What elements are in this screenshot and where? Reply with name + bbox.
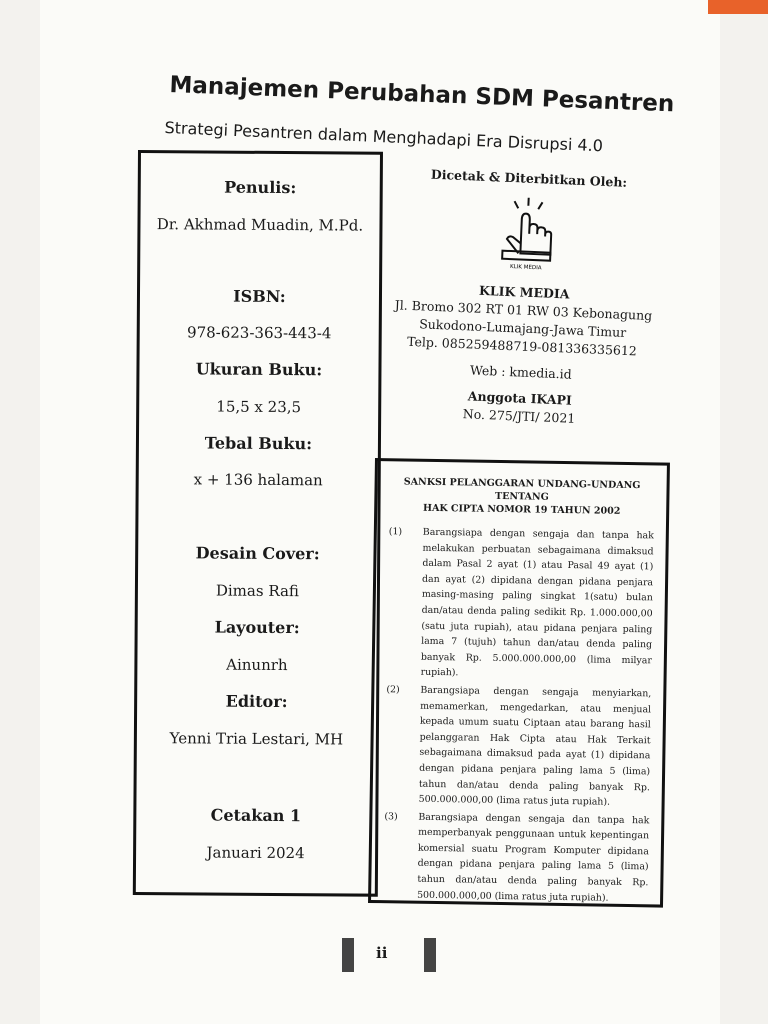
publisher-web: Web : kmedia.id [469,362,572,382]
ikapi-label: Anggota IKAPI [467,388,573,408]
desain-value: Dimas Rafi [215,581,300,601]
sanksi-list [383,524,654,906]
sanksi-title [387,475,657,518]
book-title: Manajemen Perubahan SDM Pesantren [169,72,675,118]
sanksi-item-number: (2) [386,684,400,696]
sanksi-box [368,458,670,908]
footer-mark-right [424,938,436,972]
sanksi-item-number: (1) [388,526,403,538]
desain-label: Desain Cover: [195,543,320,564]
tebal-value: x + 136 halaman [193,470,323,490]
publisher-address-2: Sukodono-Lumajang-Jawa Timur [418,316,627,340]
sanksi-title-line-1: SANKSI PELANGGARAN UNDANG-UNDANG TENTANG [403,476,641,503]
isbn-label: ISBN: [233,286,286,307]
editor-value: Yenni Tria Lestari, MH [169,729,344,749]
tebal-label: Tebal Buku: [204,433,313,454]
klik-media-logo [495,194,558,274]
cetakan-label: Cetakan 1 [210,805,302,826]
publisher-phone: Telp. 085259488719-081336335612 [406,333,638,359]
sanksi-item-text: Barangsiapa dengan sengaja dan tanpa hak memperbanyak penggunaan untuk kepentingan komersial suatu Program Komputer dipidana dengan pidana penjara paling lama 5 (lima) tahun dan/atau denda paling banyak Rp. 500.000.000,00 (lima ratus juta rupiah). [417,811,650,904]
cetakan-value: Januari 2024 [206,843,305,863]
ikapi-number: No. 275/JTI/ 2021 [462,406,576,426]
footer-mark-left [342,938,354,972]
credits-box [133,150,383,897]
penulis-value: Dr. Akhmad Muadin, M.Pd. [156,215,364,235]
publisher-heading: Dicetak & Diterbitkan Oleh: [430,166,628,190]
editor-label: Editor: [225,691,288,712]
publisher-block [381,164,666,431]
layouter-label: Layouter: [214,617,300,638]
page-number: ii [376,944,388,962]
book-subtitle: Strategi Pesantren dalam Menghadapi Era Disrupsi 4.0 [164,118,604,156]
publisher-name: KLIK MEDIA [478,282,570,302]
svg-text:KLIK MEDIA: KLIK MEDIA [509,264,542,272]
page-corner [708,0,768,14]
publisher-address-1: Jl. Bromo 302 RT 01 RW 03 Kebonagung [394,297,653,324]
layouter-value: Ainunrh [226,655,288,675]
sanksi-item [387,524,654,684]
sanksi-item-number: (3) [384,810,398,823]
ukuran-label: Ukuran Buku: [195,359,323,380]
sanksi-item-text: Barangsiapa dengan sengaja dan tanpa hak melakukan perbuatan sebagaimana dimaksud dalam Pasal 2 ayat (1) atau Pasal 49 ayat (1) dan ayat (2) dipidana dengan pidana penjara masing-masing paling singkat 1(satu) bulan dan/atau denda paling sedikit Rp. 1.000.000,00 (satu juta rupiah), atau pidana penjara paling lama 7 (tujuh) tahun dan/atau denda paling banyak Rp. 5.000.000.000,00 (lima milyar rupiah). [420,526,654,679]
ukuran-value: 15,5 x 23,5 [216,397,302,417]
sanksi-item [385,682,652,811]
penulis-label: Penulis: [224,177,297,198]
sanksi-title-line-2: HAK CIPTA NOMOR 19 TAHUN 2002 [422,502,621,517]
isbn-value: 978-623-363-443-4 [186,323,332,343]
sanksi-item [383,809,649,907]
sanksi-item-text: Barangsiapa dengan sengaja menyiarkan, memamerkan, mengedarkan, atau menjual kepada umum suatu Ciptaan atau barang hasil pelanggaran Hak Cipta atau Hak Terkait sebagaimana dimaksud pada ayat (1) dipidana dengan pidana penjara paling lama 5 (lima) tahun dan/atau denda paling banyak Rp. 500.000.000,00 (lima ratus juta rupiah). [418,684,652,808]
